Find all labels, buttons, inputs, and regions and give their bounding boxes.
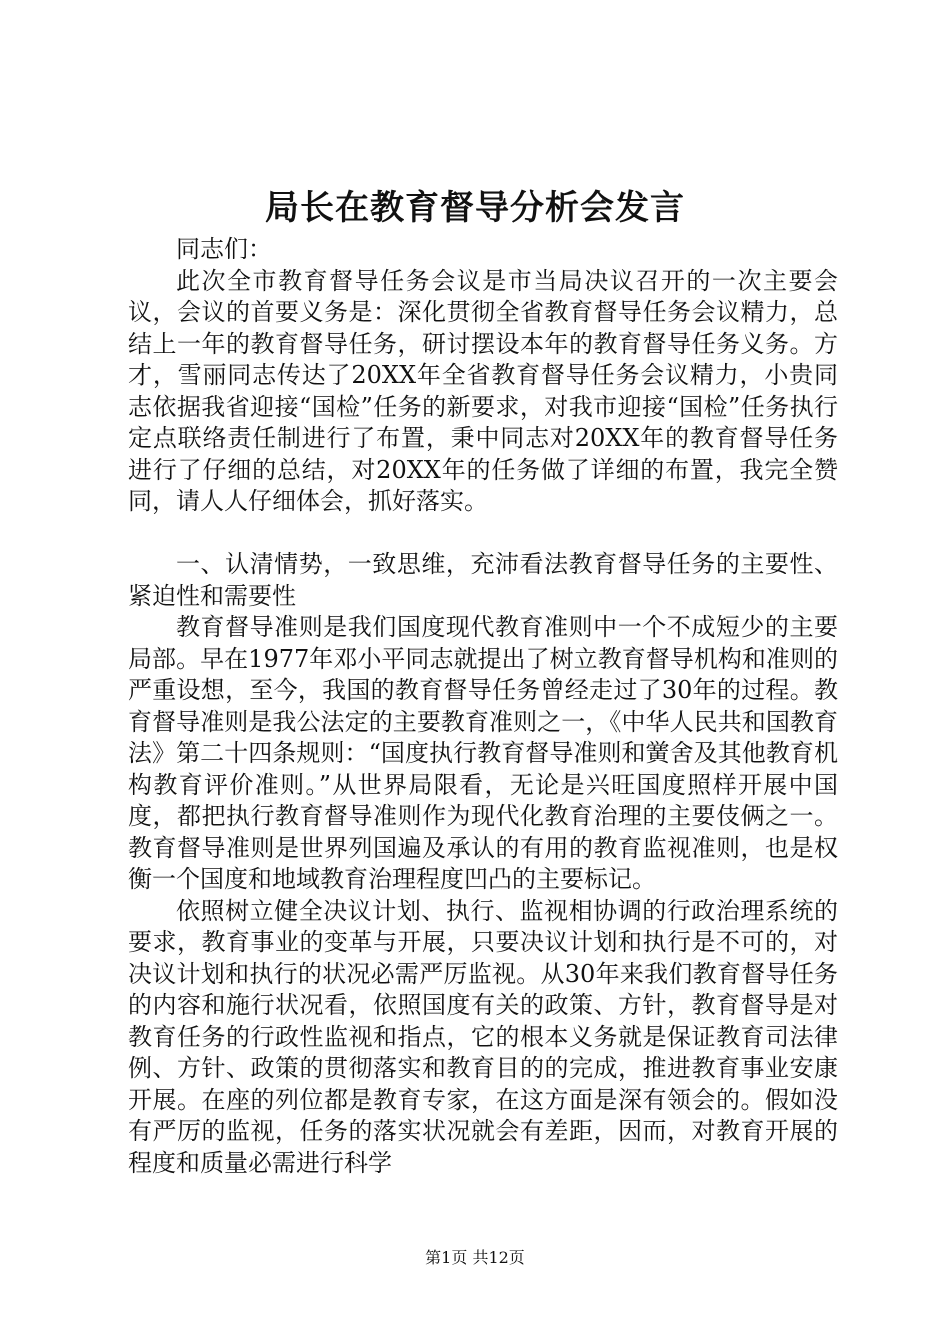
paragraph-supervision-requirements: 依照树立健全决议计划、执行、监视相协调的行政治理系统的要求，教育事业的变革与开展，只要决议计划和执行是不可的，对决议计划和执行的状况必需严厉监视。从30年来我们教育督导任务的内容和施行状况看，依照国度有关的政策、方针，教育督导是对教育任务的行政性监视和指点，它的根本义务就是保证教育司法律例、方针、政策的贯彻落实和教育目的的完成，推进教育事业安康开展。在座的列位都是教育专家，在这方面是深有领会的。假如没有严厉的监视，任务的落实状况就会有差距，因而，对教育开展的程度和质量必需进行科学 bbox=[128, 896, 838, 1177]
page-footer: 第1页 共12页 bbox=[425, 1248, 525, 1267]
salutation: 同志们： bbox=[176, 235, 272, 263]
paragraph-supervision-system: 教育督导准则是我们国度现代教育准则中一个不成短少的主要局部。早在1977年邓小平同志就提出了树立教育督导机构和准则的严重设想，至今，我国的教育督导任务曾经走过了30年的过程。教育督导准则是我公法定的主要教育准则之一，《中华人民共和国教育法》第二十四条规则：“国度执行教育督导准则和黉舍及其他教育机构教育评价准则。”从世界局限看，无论是兴旺国度照样开展中国度，都把执行教育督导准则作为现代化教育治理的主要伎俩之一。教育督导准则是世界列国遍及承认的有用的教育监视准则，也是权衡一个国度和地域教育治理程度凹凸的主要标记。 bbox=[128, 613, 838, 893]
paragraph-intro: 此次全市教育督导任务会议是市当局决议召开的一次主要会议，会议的首要义务是：深化贯彻全省教育督导任务会议精力，总结上一年的教育督导任务，研讨摆设本年的教育督导任务义务。方才，雪丽同志传达了20XX年全省教育督导任务会议精力，小贵同志依据我省迎接“国检”任务的新要求，对我市迎接“国检”任务执行定点联络责任制进行了布置，秉中同志对20XX年的教育督导任务进行了仔细的总结，对20XX年的任务做了详细的布置，我完全赞同，请人人仔细体会，抓好落实。 bbox=[128, 266, 838, 515]
document-body bbox=[128, 234, 838, 1179]
document-title: 局长在教育督导分析会发言 bbox=[265, 188, 685, 228]
section-heading: 一、认清情势，一致思维，充沛看法教育督导任务的主要性、紧迫性和需要性 bbox=[128, 550, 838, 610]
